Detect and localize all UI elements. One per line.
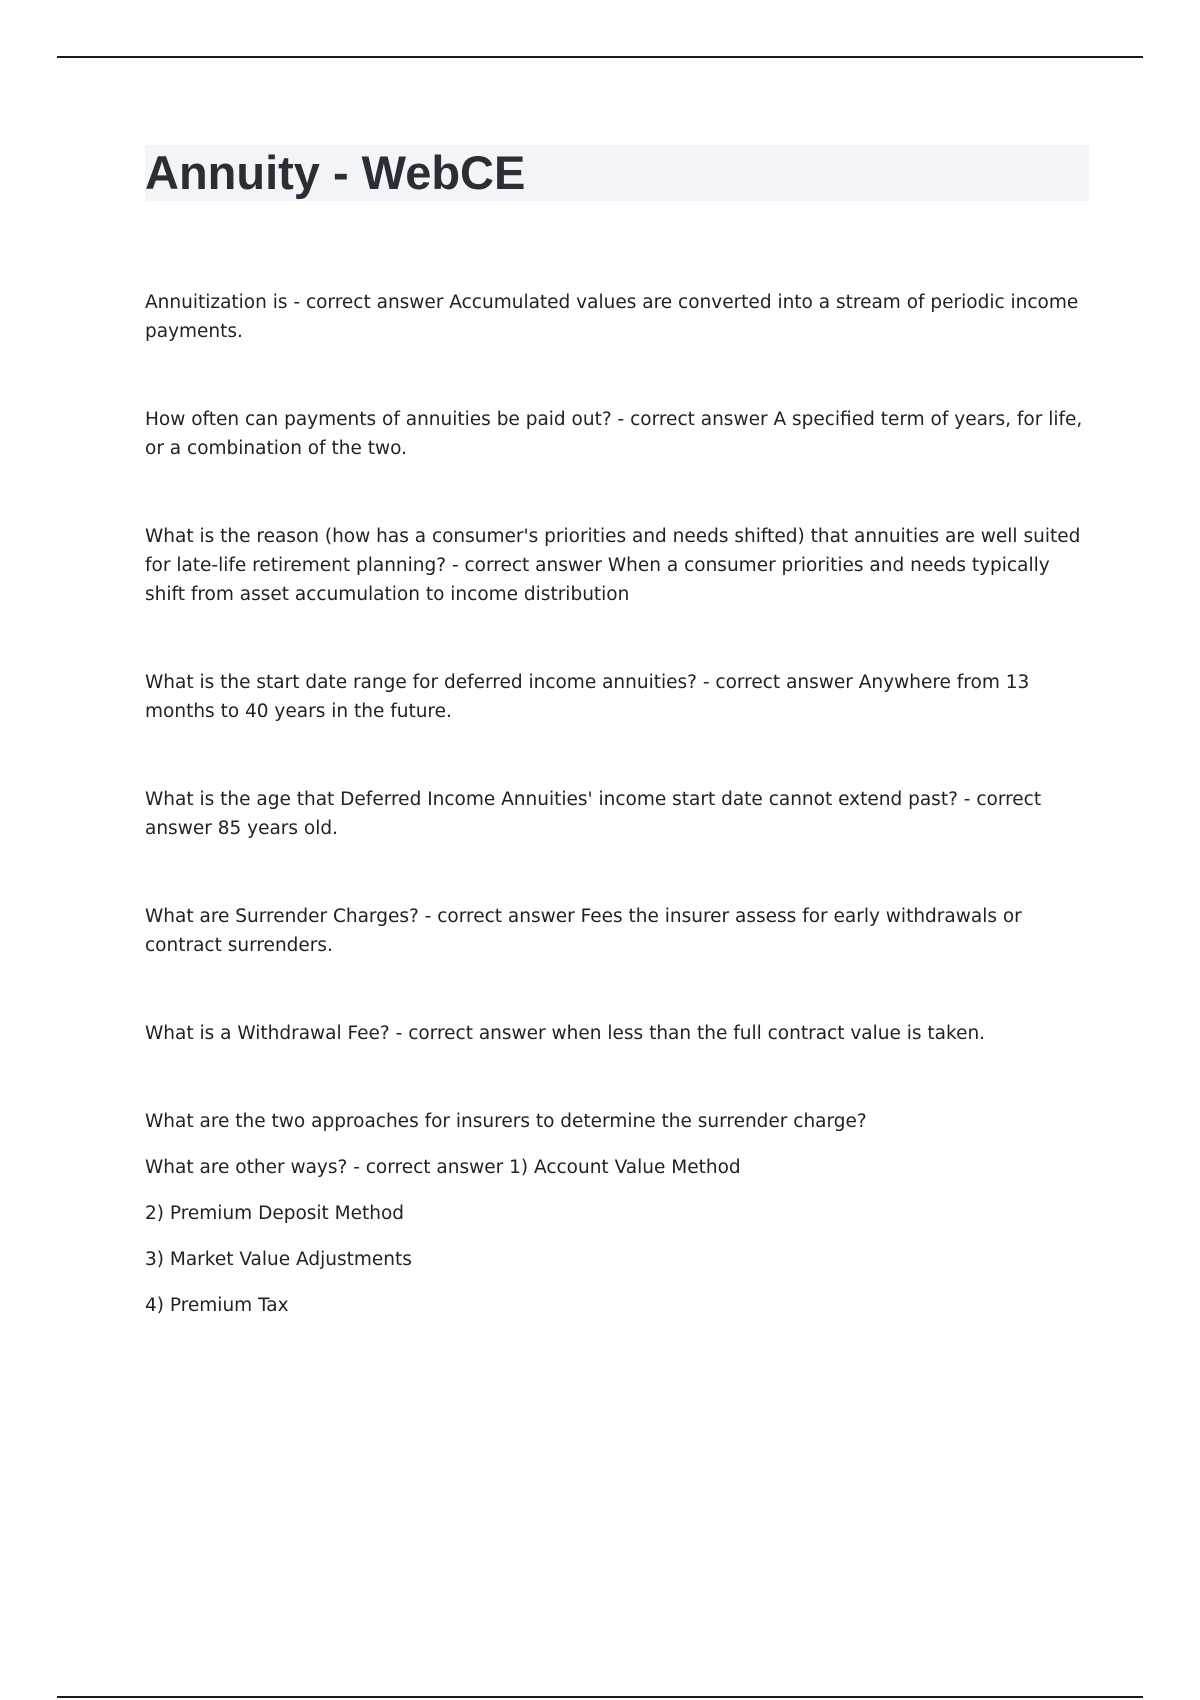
qa-item: What is the start date range for deferred income annuities? - correct answer Anywhere from 13 months to 40 years in the future. bbox=[145, 672, 1030, 722]
qa-line: What are other ways? - correct answer 1) Account Value Method bbox=[145, 1157, 741, 1178]
footer-rule bbox=[57, 1696, 1143, 1698]
page-title: Annuity - WebCE bbox=[145, 146, 526, 199]
qa-item: How often can payments of annuities be paid out? - correct answer A specified term of years, for life, or a combination of the two. bbox=[145, 409, 1083, 459]
header-rule bbox=[57, 56, 1143, 58]
qa-item-multiline bbox=[145, 1107, 1090, 1320]
qa-line: 3) Market Value Adjustments bbox=[145, 1249, 412, 1270]
qa-item: What is a Withdrawal Fee? - correct answer when less than the full contract value is taken. bbox=[145, 1023, 986, 1044]
qa-line: 2) Premium Deposit Method bbox=[145, 1203, 405, 1224]
qa-line: 4) Premium Tax bbox=[145, 1295, 289, 1316]
qa-item: What is the age that Deferred Income Annuities' income start date cannot extend past? - correct answer 85 years old. bbox=[145, 789, 1042, 839]
qa-item: What is the reason (how has a consumer's priorities and needs shifted) that annuities are well suited for late-life retirement planning? - correct answer When a consumer priorities and needs typically shift from asset accumulation to income distribution bbox=[145, 526, 1081, 605]
qa-item: Annuitization is - correct answer Accumulated values are converted into a stream of periodic income payments. bbox=[145, 292, 1079, 342]
qa-item: What are Surrender Charges? - correct answer Fees the insurer assess for early withdrawals or contract surrenders. bbox=[145, 906, 1022, 956]
qa-line: What are the two approaches for insurers to determine the surrender charge? bbox=[145, 1111, 867, 1132]
qa-list bbox=[145, 288, 1090, 1320]
